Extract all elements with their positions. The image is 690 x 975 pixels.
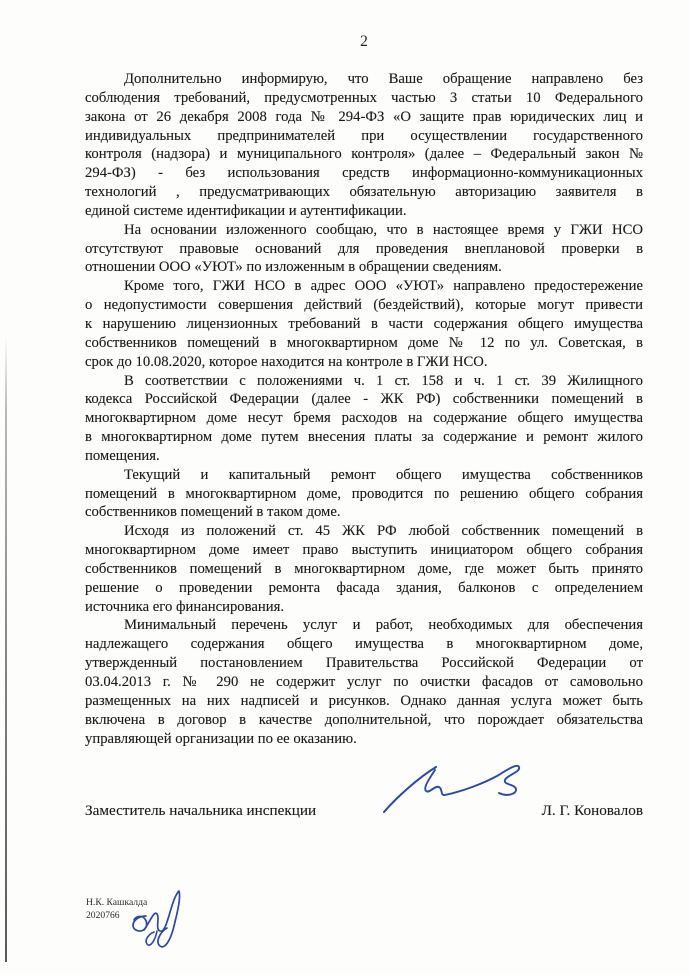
executor-name: Н.К. Кашкалда (86, 897, 148, 908)
text-line: управляющей организации по ее оказанию. (85, 730, 357, 747)
text-line: Минимальный перечень услуг и работ, необходимых для обеспечения (124, 617, 643, 634)
text-line: 03.04.2013 г. № 290 не содержит услуг по очистки фасадов от самовольно (85, 674, 643, 690)
text-line: отношении ООО «УЮТ» по изложенным в обращении сведениям. (85, 259, 502, 276)
executor-initials-handwriting-icon (122, 884, 194, 956)
text-line: соблюдения требований, предусмотренных частью 3 статьи 10 Федерального (85, 89, 643, 106)
text-line: Кроме того, ГЖИ НСО в адрес ООО «УЮТ» направлено предостережение (124, 278, 643, 295)
text-line: собственников помещений в таком доме. (85, 504, 341, 521)
text-line: надлежащего содержания общего имущества в многоквартирном доме, (85, 636, 643, 653)
text-line: Исходя из положений ст. 45 ЖК РФ любой собственник помещений в (124, 523, 643, 540)
text-line: решение о проведении ремонта фасада здания, балконов с определением (85, 579, 643, 596)
text-line: многоквартирном доме имеет право выступить инициатором общего собрания (85, 542, 643, 559)
text-line: о недопустимости совершения действий (бездействий), которые могут привести (85, 297, 643, 314)
paragraph (85, 616, 643, 748)
paragraph (85, 277, 643, 371)
text-line: Дополнительно информирую, что Ваше обращение направлено без (124, 71, 643, 87)
text-line: На основании изложенного сообщаю, что в настоящее время у ГЖИ НСО (124, 221, 643, 238)
text-line: собственников помещений в многоквартирном доме № 12 по ул. Советская, в (85, 334, 643, 351)
text-line: собственников помещений в многоквартирном доме, где может быть принято (85, 560, 643, 577)
text-line: контроля (надзора) и муниципального контроля» (далее – Федеральный закон № (85, 146, 643, 163)
text-line: В соответствии с положениями ч. 1 ст. 158 и ч. 1 ст. 39 Жилищного (124, 372, 643, 389)
text-line: помещения. (85, 447, 160, 464)
text-line: отсутствуют правовые оснований для проведения внеплановой проверки в (85, 240, 643, 257)
text-line: 294-ФЗ) - без использования средств информационно-коммуникационных (85, 165, 643, 182)
text-line: кодекса Российской Федерации (далее - ЖК РФ) собственники помещений в (85, 391, 643, 408)
text-line: многоквартирном доме несут бремя расходов на содержание общего имущества (85, 410, 643, 427)
paragraph (85, 466, 643, 523)
text-line: закона от 26 декабря 2008 года № 294-ФЗ «О защите прав юридических лиц и (85, 108, 643, 125)
signer-name: Л. Г. Коновалов (541, 802, 643, 819)
scan-artifact-line (5, 336, 7, 962)
text-line: Текущий и капитальный ремонт общего имущества собственников (124, 466, 643, 483)
text-line: источника его финансирования. (85, 598, 285, 615)
text-line: индивидуальных предпринимателей при осуществлении государственного (85, 127, 643, 144)
text-line: единой системе идентификации и аутентификации. (85, 202, 407, 219)
text-line: утвержденный постановлением Правительства Российской Федерации от (85, 655, 643, 672)
signature-row (85, 802, 643, 820)
paragraph (85, 522, 643, 616)
text-line: помещений в многоквартирном доме, проводится по решению общего собрания (85, 485, 643, 502)
page-number: 2 (360, 33, 368, 50)
paragraph (85, 70, 643, 221)
text-line: к нарушению лицензионных требований в части содержания общего имущества (85, 315, 643, 332)
text-line: срок до 10.08.2020, которое находится на контроле в ГЖИ НСО. (85, 353, 488, 370)
paragraph (85, 372, 643, 466)
signer-position-title: Заместитель начальника инспекции (85, 802, 317, 819)
document-body (85, 70, 643, 748)
text-line: в многоквартирном доме путем внесения платы за содержание и ремонт жилого (85, 429, 643, 446)
text-line: включена в договор в качестве дополнительной, что порождает обязательства (85, 711, 643, 728)
executor-code: 2020766 (86, 910, 120, 921)
text-line: технологий , предусматривающих обязательную авторизацию заявителя в (85, 184, 643, 201)
text-line: размещенных на них надписей и рисунков. Однако данная услуга может быть (85, 692, 643, 709)
paragraph (85, 221, 643, 278)
